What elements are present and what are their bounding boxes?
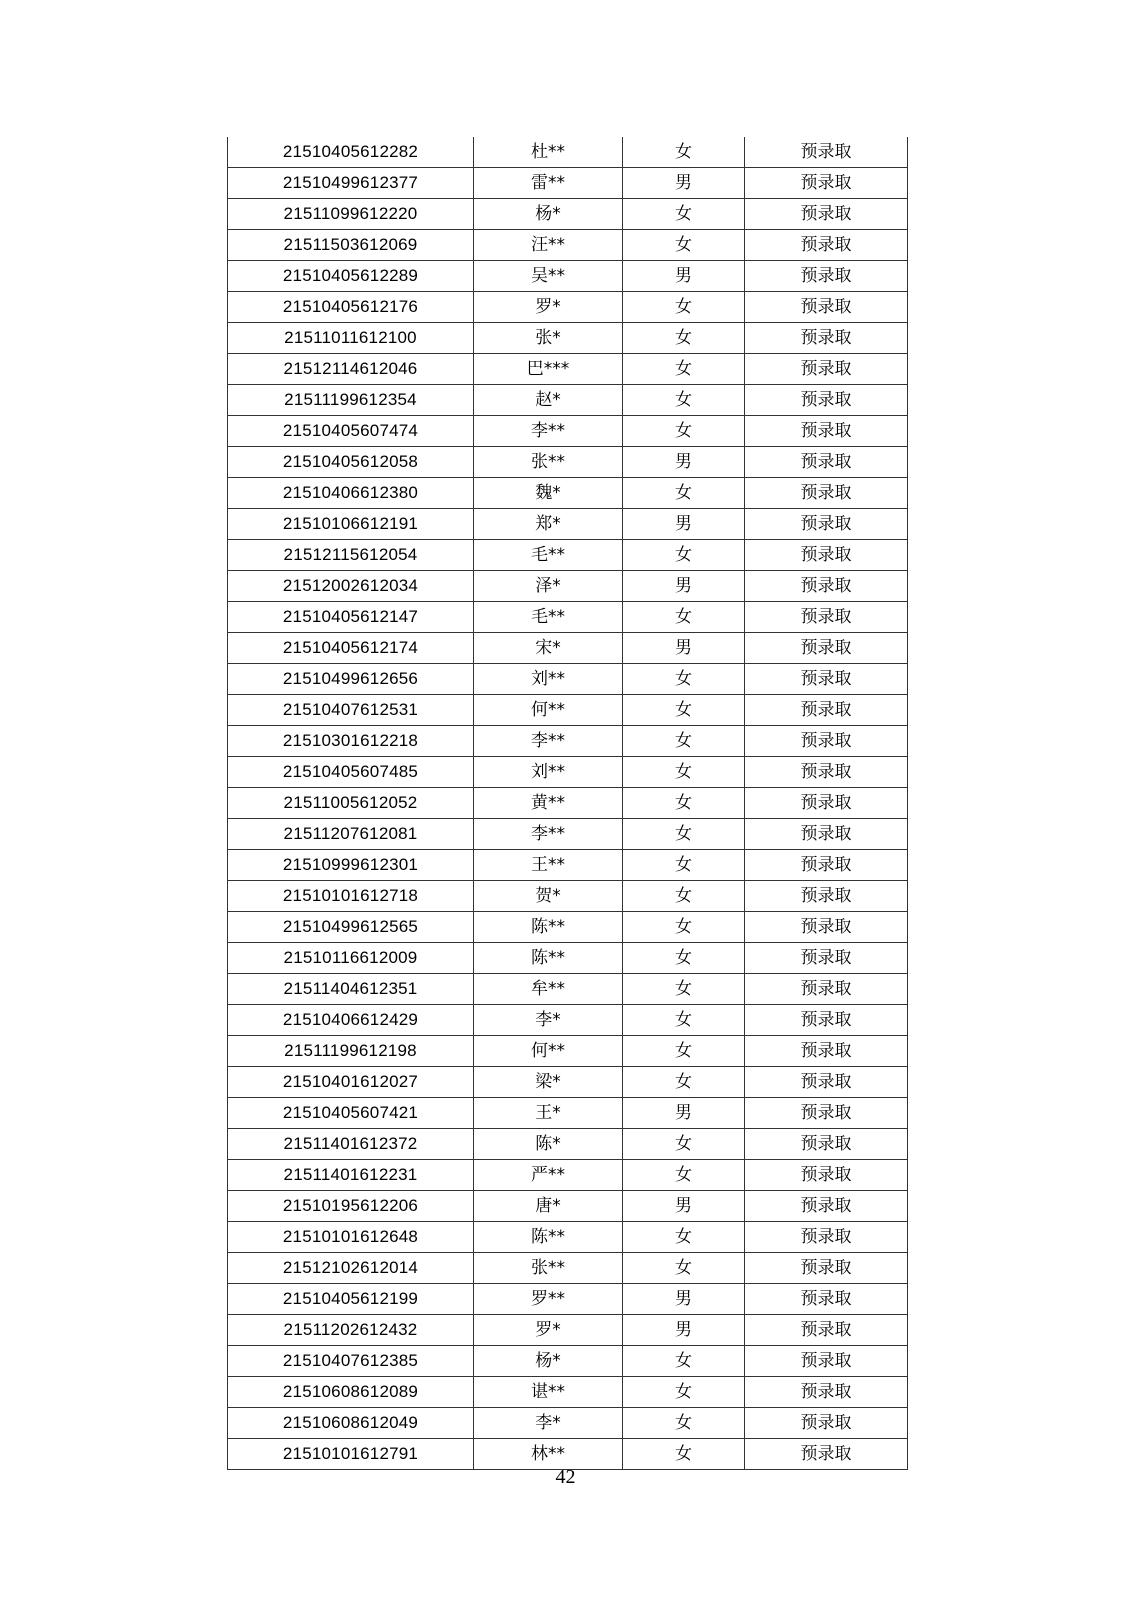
table-row [228, 199, 908, 230]
admission-status-cell: 预录取 [745, 1067, 908, 1098]
table-row [228, 788, 908, 819]
candidate-name-cell: 吴** [474, 261, 623, 292]
candidate-id-cell: 21511005612052 [228, 788, 474, 819]
admission-status-cell: 预录取 [745, 633, 908, 664]
table-row [228, 695, 908, 726]
candidate-name-cell: 罗** [474, 1284, 623, 1315]
table-row [228, 912, 908, 943]
candidate-gender-cell: 女 [623, 1005, 745, 1036]
admission-status-cell: 预录取 [745, 850, 908, 881]
candidate-name-cell: 陈** [474, 943, 623, 974]
table-row [228, 416, 908, 447]
candidate-name-cell: 张** [474, 1253, 623, 1284]
candidate-id-cell: 21510405612282 [228, 137, 474, 168]
candidate-id-cell: 21510406612380 [228, 478, 474, 509]
candidate-name-cell: 赵* [474, 385, 623, 416]
candidate-id-cell: 21512115612054 [228, 540, 474, 571]
candidate-id-cell: 21511503612069 [228, 230, 474, 261]
candidate-gender-cell: 女 [623, 478, 745, 509]
admission-status-cell: 预录取 [745, 1439, 908, 1470]
candidate-gender-cell: 女 [623, 416, 745, 447]
candidate-id-cell: 21510101612648 [228, 1222, 474, 1253]
admission-status-cell: 预录取 [745, 1222, 908, 1253]
candidate-id-cell: 21510301612218 [228, 726, 474, 757]
candidate-name-cell: 陈** [474, 912, 623, 943]
table-row [228, 323, 908, 354]
admission-status-cell: 预录取 [745, 509, 908, 540]
candidate-id-cell: 21511207612081 [228, 819, 474, 850]
candidate-id-cell: 21510499612656 [228, 664, 474, 695]
candidate-id-cell: 21510407612531 [228, 695, 474, 726]
candidate-name-cell: 严** [474, 1160, 623, 1191]
candidate-gender-cell: 女 [623, 1346, 745, 1377]
candidate-id-cell: 21510608612049 [228, 1408, 474, 1439]
candidate-name-cell: 牟** [474, 974, 623, 1005]
candidate-gender-cell: 女 [623, 1253, 745, 1284]
admission-table-body [228, 137, 908, 1470]
table-row [228, 850, 908, 881]
admission-status-cell: 预录取 [745, 602, 908, 633]
table-row [228, 385, 908, 416]
candidate-gender-cell: 女 [623, 1160, 745, 1191]
candidate-gender-cell: 女 [623, 695, 745, 726]
admission-table [227, 137, 908, 1470]
candidate-name-cell: 李* [474, 1005, 623, 1036]
candidate-name-cell: 宋* [474, 633, 623, 664]
admission-status-cell: 预录取 [745, 695, 908, 726]
candidate-gender-cell: 女 [623, 726, 745, 757]
candidate-id-cell: 21510499612377 [228, 168, 474, 199]
admission-status-cell: 预录取 [745, 1377, 908, 1408]
table-row [228, 664, 908, 695]
admission-status-cell: 预录取 [745, 137, 908, 168]
candidate-name-cell: 王** [474, 850, 623, 881]
candidate-name-cell: 毛** [474, 602, 623, 633]
candidate-gender-cell: 女 [623, 602, 745, 633]
candidate-id-cell: 21510406612429 [228, 1005, 474, 1036]
candidate-name-cell: 梁* [474, 1067, 623, 1098]
admission-status-cell: 预录取 [745, 1284, 908, 1315]
candidate-gender-cell: 女 [623, 881, 745, 912]
admission-status-cell: 预录取 [745, 726, 908, 757]
candidate-name-cell: 泽* [474, 571, 623, 602]
candidate-name-cell: 何** [474, 695, 623, 726]
candidate-gender-cell: 女 [623, 1129, 745, 1160]
candidate-name-cell: 刘** [474, 664, 623, 695]
candidate-name-cell: 毛** [474, 540, 623, 571]
candidate-id-cell: 21510405607485 [228, 757, 474, 788]
candidate-gender-cell: 女 [623, 1036, 745, 1067]
table-row [228, 354, 908, 385]
candidate-name-cell: 陈** [474, 1222, 623, 1253]
candidate-gender-cell: 女 [623, 230, 745, 261]
candidate-name-cell: 张* [474, 323, 623, 354]
candidate-gender-cell: 男 [623, 571, 745, 602]
admission-status-cell: 预录取 [745, 416, 908, 447]
admission-status-cell: 预录取 [745, 1315, 908, 1346]
admission-status-cell: 预录取 [745, 385, 908, 416]
table-row [228, 1315, 908, 1346]
admission-status-cell: 预录取 [745, 292, 908, 323]
table-row [228, 137, 908, 168]
candidate-id-cell: 21510405612176 [228, 292, 474, 323]
candidate-name-cell: 李* [474, 1408, 623, 1439]
candidate-id-cell: 21512102612014 [228, 1253, 474, 1284]
admission-status-cell: 预录取 [745, 1346, 908, 1377]
candidate-name-cell: 杨* [474, 1346, 623, 1377]
candidate-gender-cell: 女 [623, 540, 745, 571]
table-row [228, 1253, 908, 1284]
candidate-id-cell: 21510499612565 [228, 912, 474, 943]
candidate-id-cell: 21510608612089 [228, 1377, 474, 1408]
candidate-id-cell: 21510405612058 [228, 447, 474, 478]
candidate-id-cell: 21511202612432 [228, 1315, 474, 1346]
candidate-id-cell: 21511011612100 [228, 323, 474, 354]
candidate-gender-cell: 女 [623, 1222, 745, 1253]
candidate-id-cell: 21510195612206 [228, 1191, 474, 1222]
admission-status-cell: 预录取 [745, 354, 908, 385]
candidate-id-cell: 21510999612301 [228, 850, 474, 881]
admission-status-cell: 预录取 [745, 1408, 908, 1439]
table-row [228, 974, 908, 1005]
candidate-name-cell: 王* [474, 1098, 623, 1129]
table-row [228, 819, 908, 850]
table-row [228, 478, 908, 509]
admission-status-cell: 预录取 [745, 199, 908, 230]
candidate-id-cell: 21510116612009 [228, 943, 474, 974]
candidate-id-cell: 21511199612354 [228, 385, 474, 416]
table-row [228, 1408, 908, 1439]
admission-status-cell: 预录取 [745, 1098, 908, 1129]
table-row [228, 881, 908, 912]
candidate-id-cell: 21510101612791 [228, 1439, 474, 1470]
table-row [228, 1129, 908, 1160]
candidate-gender-cell: 女 [623, 1377, 745, 1408]
candidate-name-cell: 林** [474, 1439, 623, 1470]
candidate-id-cell: 21510407612385 [228, 1346, 474, 1377]
table-row [228, 1191, 908, 1222]
table-row [228, 261, 908, 292]
candidate-gender-cell: 男 [623, 509, 745, 540]
table-row [228, 1222, 908, 1253]
candidate-name-cell: 李** [474, 819, 623, 850]
candidate-gender-cell: 女 [623, 323, 745, 354]
candidate-gender-cell: 男 [623, 261, 745, 292]
candidate-name-cell: 陈* [474, 1129, 623, 1160]
candidate-name-cell: 黄** [474, 788, 623, 819]
candidate-gender-cell: 女 [623, 1067, 745, 1098]
table-row [228, 1160, 908, 1191]
candidate-gender-cell: 女 [623, 385, 745, 416]
candidate-id-cell: 21510106612191 [228, 509, 474, 540]
table-row [228, 571, 908, 602]
page-number: 42 [555, 1466, 576, 1488]
table-row [228, 1439, 908, 1470]
table-row [228, 1005, 908, 1036]
table-row [228, 1067, 908, 1098]
candidate-id-cell: 21510405607474 [228, 416, 474, 447]
candidate-gender-cell: 男 [623, 633, 745, 664]
admission-status-cell: 预录取 [745, 478, 908, 509]
candidate-id-cell: 21510405607421 [228, 1098, 474, 1129]
candidate-id-cell: 21510405612174 [228, 633, 474, 664]
candidate-id-cell: 21510101612718 [228, 881, 474, 912]
admission-status-cell: 预录取 [745, 230, 908, 261]
table-row [228, 230, 908, 261]
candidate-gender-cell: 女 [623, 292, 745, 323]
candidate-gender-cell: 女 [623, 974, 745, 1005]
candidate-id-cell: 21512114612046 [228, 354, 474, 385]
candidate-gender-cell: 女 [623, 850, 745, 881]
table-row [228, 633, 908, 664]
table-row [228, 943, 908, 974]
table-row [228, 1377, 908, 1408]
candidate-name-cell: 李** [474, 416, 623, 447]
candidate-name-cell: 汪** [474, 230, 623, 261]
candidate-name-cell: 雷** [474, 168, 623, 199]
table-row [228, 757, 908, 788]
admission-status-cell: 预录取 [745, 1036, 908, 1067]
candidate-gender-cell: 女 [623, 912, 745, 943]
admission-status-cell: 预录取 [745, 540, 908, 571]
candidate-gender-cell: 女 [623, 664, 745, 695]
admission-status-cell: 预录取 [745, 1160, 908, 1191]
candidate-gender-cell: 女 [623, 757, 745, 788]
table-row [228, 1098, 908, 1129]
candidate-id-cell: 21511401612372 [228, 1129, 474, 1160]
admission-status-cell: 预录取 [745, 819, 908, 850]
candidate-id-cell: 21511199612198 [228, 1036, 474, 1067]
table-row [228, 1284, 908, 1315]
candidate-name-cell: 魏* [474, 478, 623, 509]
candidate-name-cell: 郑* [474, 509, 623, 540]
admission-status-cell: 预录取 [745, 881, 908, 912]
candidate-id-cell: 21510405612199 [228, 1284, 474, 1315]
candidate-id-cell: 21512002612034 [228, 571, 474, 602]
admission-status-cell: 预录取 [745, 1191, 908, 1222]
candidate-gender-cell: 女 [623, 819, 745, 850]
admission-status-cell: 预录取 [745, 1253, 908, 1284]
candidate-name-cell: 刘** [474, 757, 623, 788]
candidate-name-cell: 贺* [474, 881, 623, 912]
candidate-gender-cell: 女 [623, 1439, 745, 1470]
candidate-gender-cell: 女 [623, 788, 745, 819]
candidate-id-cell: 21511404612351 [228, 974, 474, 1005]
candidate-gender-cell: 女 [623, 1408, 745, 1439]
candidate-id-cell: 21511401612231 [228, 1160, 474, 1191]
candidate-gender-cell: 女 [623, 943, 745, 974]
admission-status-cell: 预录取 [745, 323, 908, 354]
candidate-id-cell: 21510401612027 [228, 1067, 474, 1098]
candidate-gender-cell: 男 [623, 1191, 745, 1222]
admission-status-cell: 预录取 [745, 261, 908, 292]
candidate-gender-cell: 男 [623, 1284, 745, 1315]
candidate-name-cell: 李** [474, 726, 623, 757]
candidate-name-cell: 张** [474, 447, 623, 478]
candidate-gender-cell: 女 [623, 199, 745, 230]
candidate-id-cell: 21510405612147 [228, 602, 474, 633]
admission-status-cell: 预录取 [745, 168, 908, 199]
table-row [228, 602, 908, 633]
candidate-name-cell: 罗* [474, 292, 623, 323]
candidate-name-cell: 杨* [474, 199, 623, 230]
candidate-gender-cell: 男 [623, 168, 745, 199]
candidate-gender-cell: 女 [623, 137, 745, 168]
admission-status-cell: 预录取 [745, 447, 908, 478]
table-row [228, 292, 908, 323]
candidate-name-cell: 杜** [474, 137, 623, 168]
candidate-name-cell: 何** [474, 1036, 623, 1067]
admission-status-cell: 预录取 [745, 664, 908, 695]
table-row [228, 168, 908, 199]
table-row [228, 540, 908, 571]
candidate-name-cell: 罗* [474, 1315, 623, 1346]
candidate-name-cell: 谌** [474, 1377, 623, 1408]
candidate-name-cell: 唐* [474, 1191, 623, 1222]
admission-status-cell: 预录取 [745, 1005, 908, 1036]
table-row [228, 726, 908, 757]
candidate-id-cell: 21511099612220 [228, 199, 474, 230]
admission-status-cell: 预录取 [745, 1129, 908, 1160]
candidate-gender-cell: 男 [623, 1098, 745, 1129]
admission-status-cell: 预录取 [745, 571, 908, 602]
table-row [228, 509, 908, 540]
table-row [228, 1036, 908, 1067]
candidate-gender-cell: 男 [623, 447, 745, 478]
admission-status-cell: 预录取 [745, 788, 908, 819]
candidate-gender-cell: 女 [623, 354, 745, 385]
candidate-id-cell: 21510405612289 [228, 261, 474, 292]
admission-status-cell: 预录取 [745, 757, 908, 788]
table-row [228, 1346, 908, 1377]
candidate-name-cell: 巴*** [474, 354, 623, 385]
admission-status-cell: 预录取 [745, 943, 908, 974]
admission-status-cell: 预录取 [745, 912, 908, 943]
table-row [228, 447, 908, 478]
candidate-gender-cell: 男 [623, 1315, 745, 1346]
admission-status-cell: 预录取 [745, 974, 908, 1005]
